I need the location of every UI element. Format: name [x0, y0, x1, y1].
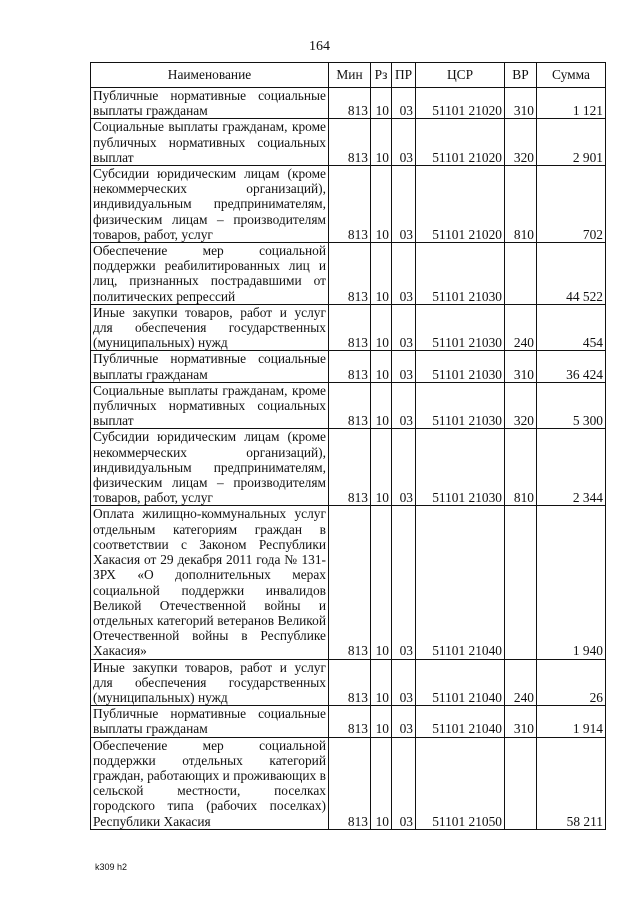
- row-vr: 810: [505, 166, 537, 243]
- table-row: [91, 506, 606, 659]
- row-pr: 03: [392, 304, 416, 351]
- row-pr: 03: [392, 429, 416, 506]
- row-name: Публичные нормативные социальные выплаты гражданам: [91, 351, 329, 382]
- row-csr: 51101 21020: [416, 88, 505, 119]
- row-min: 813: [329, 382, 371, 429]
- row-sum: 5 300: [537, 382, 606, 429]
- table-row: [91, 304, 606, 351]
- row-rz: 10: [371, 351, 392, 382]
- table-row: [91, 659, 606, 706]
- row-sum: 36 424: [537, 351, 606, 382]
- row-pr: 03: [392, 382, 416, 429]
- row-name: Социальные выплаты гражданам, кроме публичных нормативных социальных выплат: [91, 382, 329, 429]
- row-vr: 320: [505, 119, 537, 166]
- row-pr: 03: [392, 737, 416, 829]
- table-row: [91, 429, 606, 506]
- row-vr: 240: [505, 304, 537, 351]
- row-vr: [505, 506, 537, 659]
- row-csr: 51101 21030: [416, 243, 505, 305]
- row-name: Обеспечение мер социальной поддержки отдельных категорий граждан, работающих и проживающих в сельской местности, поселках городского типа (рабочих поселках) Республики Хакасия: [91, 737, 329, 829]
- row-rz: 10: [371, 659, 392, 706]
- table-row: [91, 706, 606, 737]
- row-csr: 51101 21030: [416, 304, 505, 351]
- row-min: 813: [329, 659, 371, 706]
- footer-code: k309 h2: [95, 862, 128, 872]
- table-row: [91, 737, 606, 829]
- row-min: 813: [329, 304, 371, 351]
- row-vr: 810: [505, 429, 537, 506]
- row-csr: 51101 21030: [416, 382, 505, 429]
- row-min: 813: [329, 737, 371, 829]
- row-csr: 51101 21030: [416, 429, 505, 506]
- row-name: Субсидии юридическим лицам (кроме некоммерческих организаций), индивидуальным предпринимателям, физическим лицам – производителям товаров, работ, услуг: [91, 166, 329, 243]
- row-rz: 10: [371, 506, 392, 659]
- row-rz: 10: [371, 88, 392, 119]
- table-row: [91, 119, 606, 166]
- row-vr: 240: [505, 659, 537, 706]
- header-csr: ЦСР: [416, 63, 505, 88]
- row-sum: 1 940: [537, 506, 606, 659]
- row-sum: 44 522: [537, 243, 606, 305]
- table-row: [91, 88, 606, 119]
- row-pr: 03: [392, 706, 416, 737]
- header-sum: Сумма: [537, 63, 606, 88]
- row-pr: 03: [392, 506, 416, 659]
- row-name: Социальные выплаты гражданам, кроме публичных нормативных социальных выплат: [91, 119, 329, 166]
- row-rz: 10: [371, 737, 392, 829]
- row-csr: 51101 21040: [416, 659, 505, 706]
- row-name: Субсидии юридическим лицам (кроме некоммерческих организаций), индивидуальным предпринимателям, физическим лицам – производителям товаров, работ, услуг: [91, 429, 329, 506]
- table-row: [91, 166, 606, 243]
- row-name: Публичные нормативные социальные выплаты гражданам: [91, 706, 329, 737]
- table-header-row: [91, 63, 606, 88]
- row-rz: 10: [371, 119, 392, 166]
- table-row: [91, 382, 606, 429]
- row-rz: 10: [371, 706, 392, 737]
- row-min: 813: [329, 88, 371, 119]
- table-row: [91, 243, 606, 305]
- row-rz: 10: [371, 382, 392, 429]
- table-row: [91, 351, 606, 382]
- header-rz: Рз: [371, 63, 392, 88]
- row-csr: 51101 21040: [416, 506, 505, 659]
- row-pr: 03: [392, 119, 416, 166]
- row-rz: 10: [371, 429, 392, 506]
- row-vr: 320: [505, 382, 537, 429]
- row-name: Обеспечение мер социальной поддержки реабилитированных лиц и лиц, признанных пострадавшими от политических репрессий: [91, 243, 329, 305]
- row-sum: 26: [537, 659, 606, 706]
- row-pr: 03: [392, 659, 416, 706]
- row-pr: 03: [392, 243, 416, 305]
- row-name: Иные закупки товаров, работ и услуг для обеспечения государственных (муниципальных) нужд: [91, 304, 329, 351]
- header-name: Наименование: [91, 63, 329, 88]
- row-sum: 58 211: [537, 737, 606, 829]
- header-vr: ВР: [505, 63, 537, 88]
- row-vr: 310: [505, 351, 537, 382]
- row-sum: 1 914: [537, 706, 606, 737]
- header-min: Мин: [329, 63, 371, 88]
- row-sum: 454: [537, 304, 606, 351]
- row-pr: 03: [392, 88, 416, 119]
- row-sum: 2 344: [537, 429, 606, 506]
- row-pr: 03: [392, 351, 416, 382]
- row-rz: 10: [371, 243, 392, 305]
- row-sum: 702: [537, 166, 606, 243]
- row-vr: 310: [505, 88, 537, 119]
- row-min: 813: [329, 119, 371, 166]
- row-csr: 51101 21030: [416, 351, 505, 382]
- row-csr: 51101 21020: [416, 166, 505, 243]
- row-min: 813: [329, 166, 371, 243]
- row-rz: 10: [371, 166, 392, 243]
- row-pr: 03: [392, 166, 416, 243]
- row-csr: 51101 21040: [416, 706, 505, 737]
- row-min: 813: [329, 429, 371, 506]
- row-vr: 310: [505, 706, 537, 737]
- row-vr: [505, 737, 537, 829]
- budget-table: [90, 62, 606, 830]
- row-sum: 2 901: [537, 119, 606, 166]
- row-csr: 51101 21050: [416, 737, 505, 829]
- row-name: Иные закупки товаров, работ и услуг для обеспечения государственных (муниципальных) нужд: [91, 659, 329, 706]
- row-name: Публичные нормативные социальные выплаты гражданам: [91, 88, 329, 119]
- row-sum: 1 121: [537, 88, 606, 119]
- row-min: 813: [329, 351, 371, 382]
- row-name: Оплата жилищно-коммунальных услуг отдельным категориям граждан в соответствии с Законом Республики Хакасия от 29 декабря 2011 года № 131-ЗРХ «О дополнительных мерах социальной поддержки инвалидов Великой Отечественной войны и отдельных категорий ветеранов Великой Отечественной войны в Республике Хакасия»: [91, 506, 329, 659]
- row-min: 813: [329, 243, 371, 305]
- page-number: 164: [309, 39, 330, 54]
- row-csr: 51101 21020: [416, 119, 505, 166]
- row-rz: 10: [371, 304, 392, 351]
- row-min: 813: [329, 706, 371, 737]
- header-pr: ПР: [392, 63, 416, 88]
- row-vr: [505, 243, 537, 305]
- row-min: 813: [329, 506, 371, 659]
